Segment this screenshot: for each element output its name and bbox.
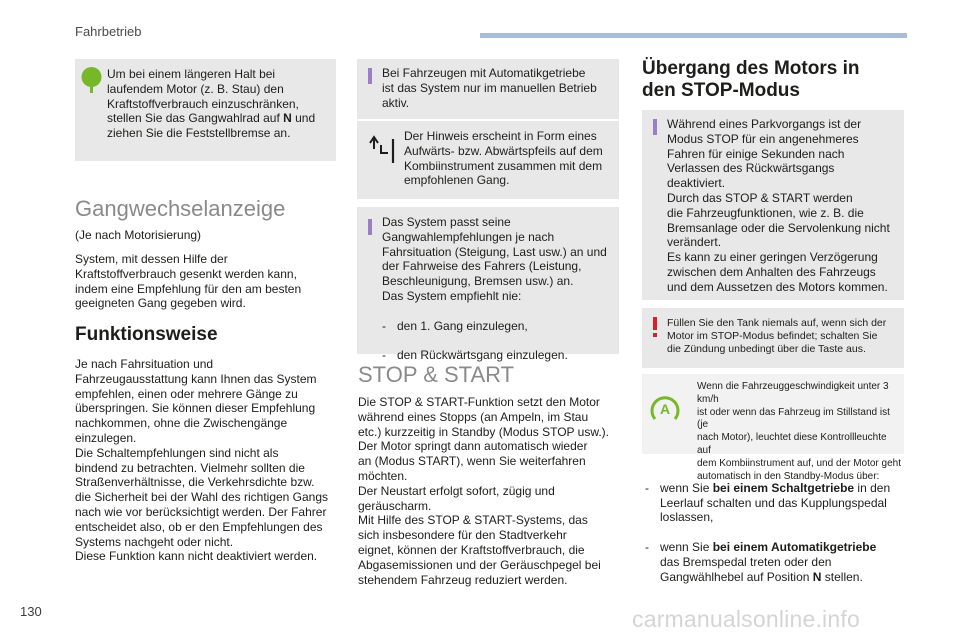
info-icon (653, 119, 657, 135)
arrow-info-text: Der Hinweis erscheint in Form eines Aufwärts- bzw. Abwärtspfeils auf dem Kombiinstrument zusammen mit dem empfohlenen Gang. (404, 129, 603, 188)
indicator-box (642, 374, 904, 482)
parking-info-text: Während eines Parkvorgangs ist der Modus STOP für ein angenehmeres Fahren für einige Sekunden nach Verlassen des Rückwärtsgangs deaktiviert. Durch das STOP & START werden die Fahrzeugfunktionen, wie z. B. die Bremsanlage oder die Servolenkung nicht verändert. Es kann zu einer geringen Verzögerung zwischen dem Anhalten des Fahrzeugs und dem Aussetzen des Motors kommen. (667, 117, 890, 294)
list-item: - wenn Sie bei einem Schaltgetriebe in den Leerlauf schalten und das Kupplungspedal loslassen, (645, 480, 891, 525)
indicator-text: Wenn die Fahrzeuggeschwindigkeit unter 3 km/h ist oder wenn das Fahrzeug im Stillstand ist (je nach Motor), leuchtet diese Kontrollleuchte auf dem Kombiinstrument auf, und der Motor geht automatisch in den Standby-Modus über: (697, 381, 901, 482)
eco-tip-text: Um bei einem längeren Halt bei laufendem Motor (z. B. Stau) den Kraftstoffverbrauch einzuschränken, stellen Sie das Gangwahlrad auf N und ziehen Sie die Feststellbremse an. (107, 67, 316, 141)
info-icon (368, 219, 372, 235)
section-header: Fahrbetrieb (75, 24, 142, 39)
info-divider (357, 119, 619, 121)
header-accent-bar (480, 33, 907, 38)
list-item: - den Rückwärtsgang einzulegen. (382, 348, 568, 363)
stop-mode-conditions (645, 466, 907, 599)
info-icon (368, 68, 372, 84)
eco-tree-icon (80, 66, 103, 94)
fuel-warning-box (642, 308, 904, 368)
info-divider (357, 199, 619, 207)
indicator-glyph: A (659, 401, 671, 417)
stop-start-indicator-icon (649, 392, 681, 424)
stop-start-text: Die STOP & START-Funktion setzt den Motor während eines Stopps (an Ampeln, im Stau etc.) kurzzeitig in Standby (Modus STOP usw.). Der Motor springt dann automatisch wieder an (Modus START), wenn Sie weiterfahren möchten. Der Neustart erfolgt sofort, zügig und geräuscharm. Mit Hilfe des STOP & START-Systems, das sich insbesondere für den Stadtverkehr eignet, können der Kraftstoffverbrauch, die Abgasemissionen und der Geräuschpegel bei stehendem Fahrzeug reduziert werden. (358, 395, 609, 587)
adapt-info-text: Das System passt seine Gangwahlempfehlungen je nach Fahrsituation (Steigung, Last usw.) an und der Fahrweise des Fahrers (Leistung, Beschleunigung, Bremsen usw.) an. Das System empfiehlt nie: (382, 215, 607, 303)
warning-icon (653, 317, 657, 330)
auto-info-text: Bei Fahrzeugen mit Automatikgetriebe ist das System nur im manuellen Betrieb aktiv. (382, 66, 597, 110)
parking-info-box (642, 110, 904, 300)
gear-shift-arrows-icon (368, 135, 398, 165)
page-number: 130 (20, 604, 42, 619)
function-text: Je nach Fahrsituation und Fahrzeugausstattung kann Ihnen das System empfehlen, einen oder mehrere Gänge zu überspringen. Sie können dieser Empfehlung nachkommen, ohne die Zwischengänge einzulegen. Die Schaltempfehlungen sind nicht als bindend zu betrachten. Vielmehr sollten die Straßenverhältnisse, die Verkehrsdichte bzw. die Sicherheit bei der Wahl des richtigen Gangs nach wie vor berücksichtigt werden. Der Fahrer entscheidet also, ob er den Empfehlungen des Systems nachgeht oder nicht. Diese Funktion kann nicht deaktiviert werden. (75, 357, 329, 564)
fuel-warning-text: Füllen Sie den Tank niemals auf, wenn sich der Motor im STOP-Modus befindet; schalten Sie die Zündung unbedingt über die Taste aus. (667, 317, 887, 356)
list-item: - wenn Sie bei einem Automatikgetriebe das Bremspedal treten oder den Gangwählhebel auf Position N stellen. (645, 539, 877, 584)
eco-tip-box (75, 59, 336, 161)
stop-start-title: STOP & START (358, 362, 515, 387)
gear-indicator-note: (Je nach Motorisierung) (75, 228, 202, 242)
gear-indicator-intro: System, mit dessen Hilfe der Kraftstoffverbrauch gesenkt werden kann, indem eine Empfehlung für den am besten geeigneten Gang gegeben wird. (75, 252, 302, 311)
gear-indicator-title: Gangwechselanzeige (75, 196, 286, 221)
list-item: - den 1. Gang einzulegen, (382, 318, 528, 333)
auto-info-box (357, 59, 619, 363)
function-title: Funktionsweise (75, 324, 218, 345)
watermark: carmanualsonline.info (632, 606, 860, 632)
transition-title: Übergang des Motors in den STOP-Modus (642, 58, 860, 101)
